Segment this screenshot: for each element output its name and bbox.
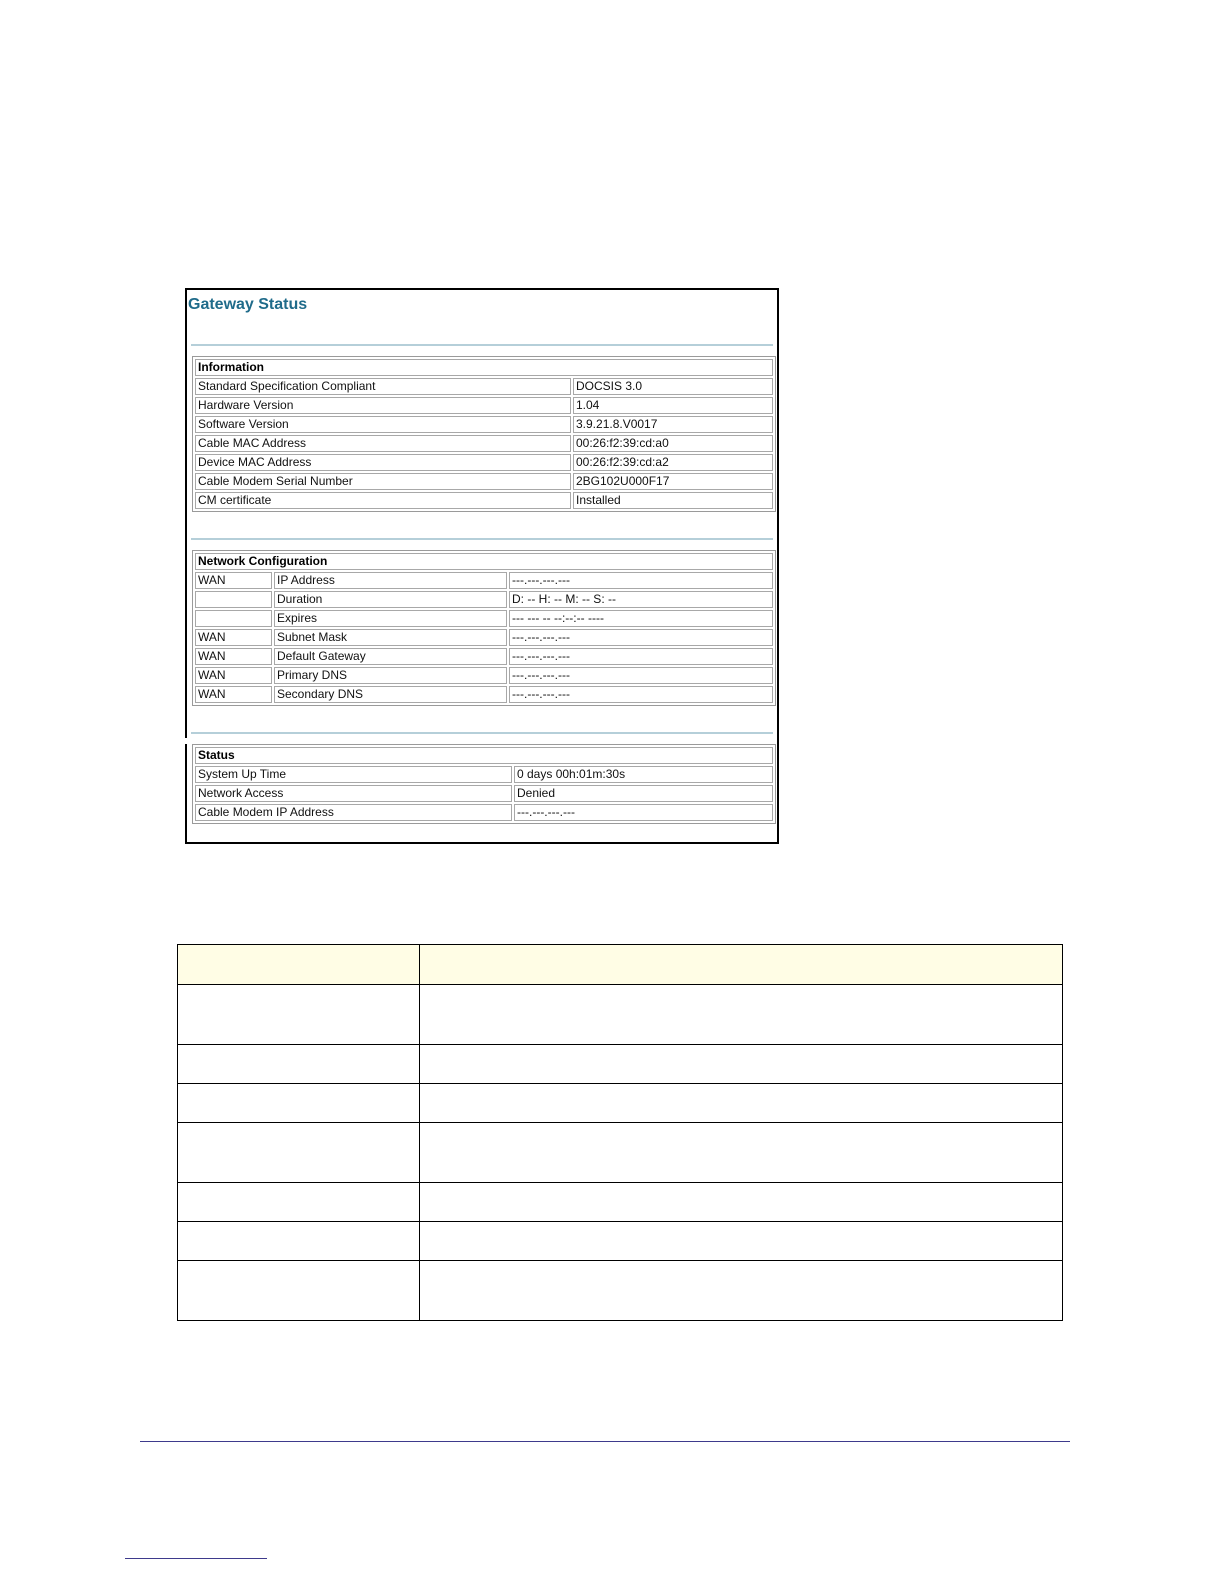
table-cell (178, 1222, 420, 1261)
status-table (193, 745, 775, 823)
table-row (178, 1183, 1063, 1222)
table-cell (178, 985, 420, 1045)
info-label: Cable MAC Address (195, 435, 571, 452)
header-cell (178, 945, 420, 985)
net-interface: WAN (195, 667, 272, 684)
info-value: DOCSIS 3.0 (573, 378, 773, 395)
table-row (195, 416, 773, 433)
net-value: ---.---.---.--- (509, 572, 773, 589)
net-label: Primary DNS (274, 667, 507, 684)
net-value: ---.---.---.--- (509, 648, 773, 665)
table-row (195, 378, 773, 395)
table-cell (178, 1261, 420, 1321)
table-cell (178, 1123, 420, 1183)
info-label: Device MAC Address (195, 454, 571, 471)
net-label: Secondary DNS (274, 686, 507, 703)
net-value: ---.---.---.--- (509, 667, 773, 684)
net-value: --- --- -- --:--:-- ---- (509, 610, 773, 627)
net-label: IP Address (274, 572, 507, 589)
footer-divider (140, 1441, 1070, 1442)
table-row (195, 591, 773, 608)
table-row (195, 359, 773, 376)
table-cell (420, 1123, 1063, 1183)
net-label: Expires (274, 610, 507, 627)
section-divider (191, 732, 773, 734)
info-label: Standard Specification Compliant (195, 378, 571, 395)
page-title: Gateway Status (188, 296, 308, 313)
net-interface (195, 591, 272, 608)
footer-link-underline (125, 1558, 267, 1559)
net-value: ---.---.---.--- (509, 629, 773, 646)
information-table (193, 357, 775, 511)
table-row (195, 492, 773, 509)
table-cell (420, 1183, 1063, 1222)
table-row (195, 804, 773, 821)
table-row (195, 435, 773, 452)
net-interface: WAN (195, 572, 272, 589)
table-row (195, 454, 773, 471)
table-cell (178, 1183, 420, 1222)
info-label: Hardware Version (195, 397, 571, 414)
table-row (195, 629, 773, 646)
table-row (195, 572, 773, 589)
information-section (192, 356, 776, 512)
status-section (192, 744, 776, 824)
info-label: CM certificate (195, 492, 571, 509)
table-cell (178, 1084, 420, 1123)
table-row (195, 553, 773, 570)
table-row (178, 1084, 1063, 1123)
frame-notch (185, 738, 189, 744)
table-row (178, 1045, 1063, 1084)
section-divider (191, 538, 773, 540)
network-configuration-section (192, 550, 776, 706)
net-value: ---.---.---.--- (509, 686, 773, 703)
table-row (195, 397, 773, 414)
net-interface (195, 610, 272, 627)
table-cell (420, 1261, 1063, 1321)
table-row (195, 747, 773, 764)
information-header: Information (195, 359, 773, 376)
net-label: Duration (274, 591, 507, 608)
status-value: 0 days 00h:01m:30s (514, 766, 773, 783)
net-interface: WAN (195, 648, 272, 665)
net-interface: WAN (195, 629, 272, 646)
table-row (195, 473, 773, 490)
table-row (195, 766, 773, 783)
table-row (195, 686, 773, 703)
status-label: Cable Modem IP Address (195, 804, 512, 821)
table-row (178, 1222, 1063, 1261)
net-label: Default Gateway (274, 648, 507, 665)
info-value: 3.9.21.8.V0017 (573, 416, 773, 433)
info-value: 00:26:f2:39:cd:a2 (573, 454, 773, 471)
table-row (178, 1261, 1063, 1321)
net-value: D: -- H: -- M: -- S: -- (509, 591, 773, 608)
info-value: 00:26:f2:39:cd:a0 (573, 435, 773, 452)
table-cell (420, 1045, 1063, 1084)
table-cell (420, 1084, 1063, 1123)
table-row (195, 667, 773, 684)
network-configuration-table (193, 551, 775, 705)
status-label: Network Access (195, 785, 512, 802)
section-divider (191, 344, 773, 346)
table-cell (420, 1222, 1063, 1261)
field-description-table (177, 944, 1063, 1321)
status-value: Denied (514, 785, 773, 802)
table-header-row (178, 945, 1063, 985)
table-row (178, 985, 1063, 1045)
table-row (195, 610, 773, 627)
table-row (195, 785, 773, 802)
status-value: ---.---.---.--- (514, 804, 773, 821)
info-label: Cable Modem Serial Number (195, 473, 571, 490)
info-value: 1.04 (573, 397, 773, 414)
table-row (195, 648, 773, 665)
net-label: Subnet Mask (274, 629, 507, 646)
info-label: Software Version (195, 416, 571, 433)
network-header: Network Configuration (195, 553, 773, 570)
gateway-status-screenshot (185, 288, 779, 844)
status-header: Status (195, 747, 773, 764)
table-cell (420, 985, 1063, 1045)
table-cell (178, 1045, 420, 1084)
net-interface: WAN (195, 686, 272, 703)
table-row (178, 1123, 1063, 1183)
info-value: 2BG102U000F17 (573, 473, 773, 490)
status-label: System Up Time (195, 766, 512, 783)
header-cell (420, 945, 1063, 985)
info-value: Installed (573, 492, 773, 509)
